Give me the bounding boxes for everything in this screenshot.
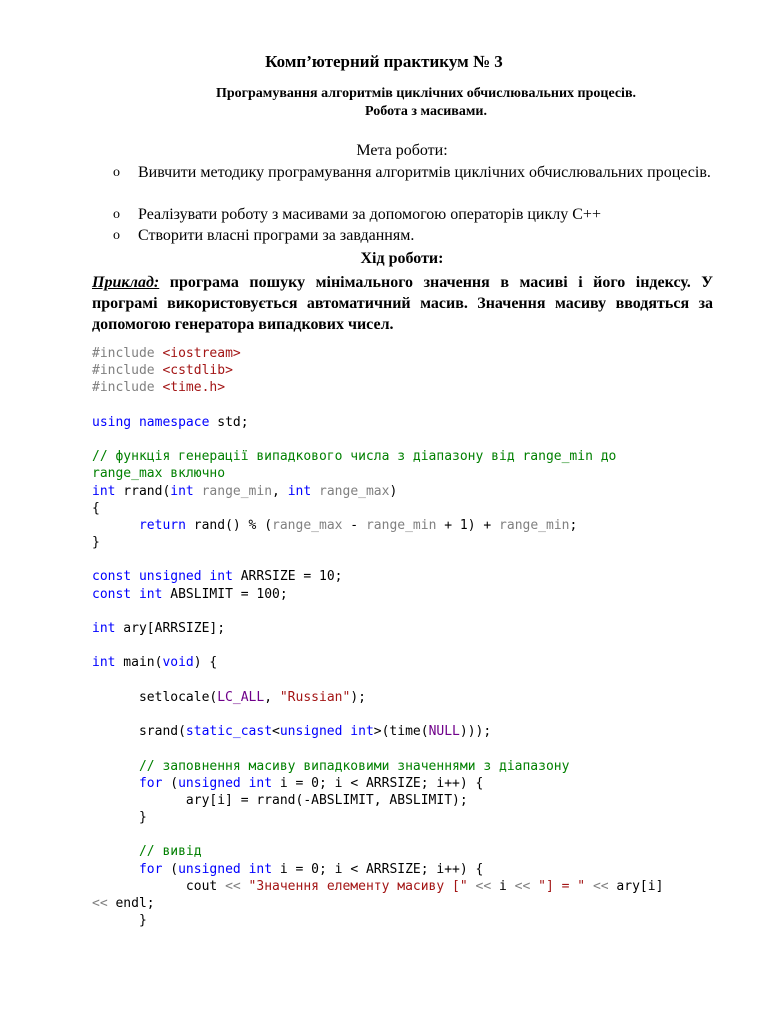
- code-line: }: [92, 810, 147, 826]
- code-line: return rand() % (range_max - range_min + 1) + range_min;: [138, 517, 578, 533]
- code-line: }: [92, 535, 100, 551]
- document-subtitle-2: Робота з масивами.: [365, 104, 487, 119]
- code-line: const unsigned int ARRSIZE = 10;: [92, 569, 343, 585]
- code-line: cout << "Значення елементу масиву [" << i << "] = " << ary[i]: [92, 878, 664, 894]
- code-line: // вивід: [138, 844, 202, 860]
- code-line: [92, 826, 732, 843]
- code-line: int rrand(int range_min, int range_max): [92, 483, 398, 499]
- code-line: setlocale(LC_ALL, "Russian");: [92, 689, 366, 705]
- goal-heading: Мета роботи:: [356, 142, 448, 159]
- code-line: #include <cstdlib>: [92, 363, 233, 379]
- code-line: [92, 397, 732, 414]
- code-line: // заповнення масиву випадковими значеннями з діапазону: [138, 758, 570, 774]
- code-line: [92, 603, 732, 620]
- example-label: Приклад:: [92, 274, 160, 291]
- code-line: #include <time.h>: [92, 380, 226, 396]
- code-line: [92, 740, 732, 757]
- code-line: [92, 431, 732, 448]
- code-line: << endl;: [92, 896, 155, 911]
- code-line: [92, 637, 732, 654]
- code-line: int ary[ARRSIZE];: [92, 621, 226, 636]
- example-paragraph: [92, 272, 713, 335]
- document-subtitle-1: Програмування алгоритмів циклічних обчислювальних процесів.: [215, 86, 637, 101]
- bullet-marker: o: [113, 207, 120, 222]
- code-line: [92, 672, 732, 689]
- code-line: using namespace std;: [92, 414, 249, 430]
- bullet-marker: o: [113, 228, 120, 243]
- code-line: [92, 551, 732, 568]
- code-line: for (unsigned int i = 0; i < ARRSIZE; i++) {: [138, 775, 484, 791]
- code-listing: [92, 345, 732, 929]
- code-line: {: [92, 500, 100, 516]
- code-line: int main(void) {: [92, 655, 218, 671]
- bullet-marker: o: [113, 165, 120, 180]
- goal-item: Вивчити методику програмування алгоритмів циклічних обчислювальних процесів.: [138, 164, 711, 181]
- code-line: srand(static_cast<unsigned int>(time(NULL)));: [92, 724, 492, 740]
- code-line: // функція генерації випадкового числа з діапазону від range_min до: [92, 449, 617, 465]
- code-line: #include <iostream>: [92, 346, 241, 361]
- goal-item: Реалізувати роботу з масивами за допомогою операторів циклу С++: [138, 206, 601, 223]
- example-text: програма пошуку мінімального значення в масиві і його індексу. У програмі використовується автоматичний масив. Значення масиву вводяться за допомогою генератора випадкових чисел.: [92, 274, 713, 333]
- code-line: ary[i] = rrand(-ABSLIMIT, ABSLIMIT);: [92, 792, 468, 808]
- code-line: }: [92, 913, 147, 929]
- progress-heading: Хід роботи:: [360, 250, 444, 267]
- code-line: const int ABSLIMIT = 100;: [92, 586, 288, 602]
- goal-item: Створити власні програми за завданням.: [138, 227, 415, 244]
- code-line: [92, 706, 732, 723]
- document-title: Комп’ютерний практикум № 3: [265, 52, 503, 71]
- code-line: for (unsigned int i = 0; i < ARRSIZE; i++) {: [138, 861, 484, 877]
- code-line: range_max включно: [92, 466, 226, 482]
